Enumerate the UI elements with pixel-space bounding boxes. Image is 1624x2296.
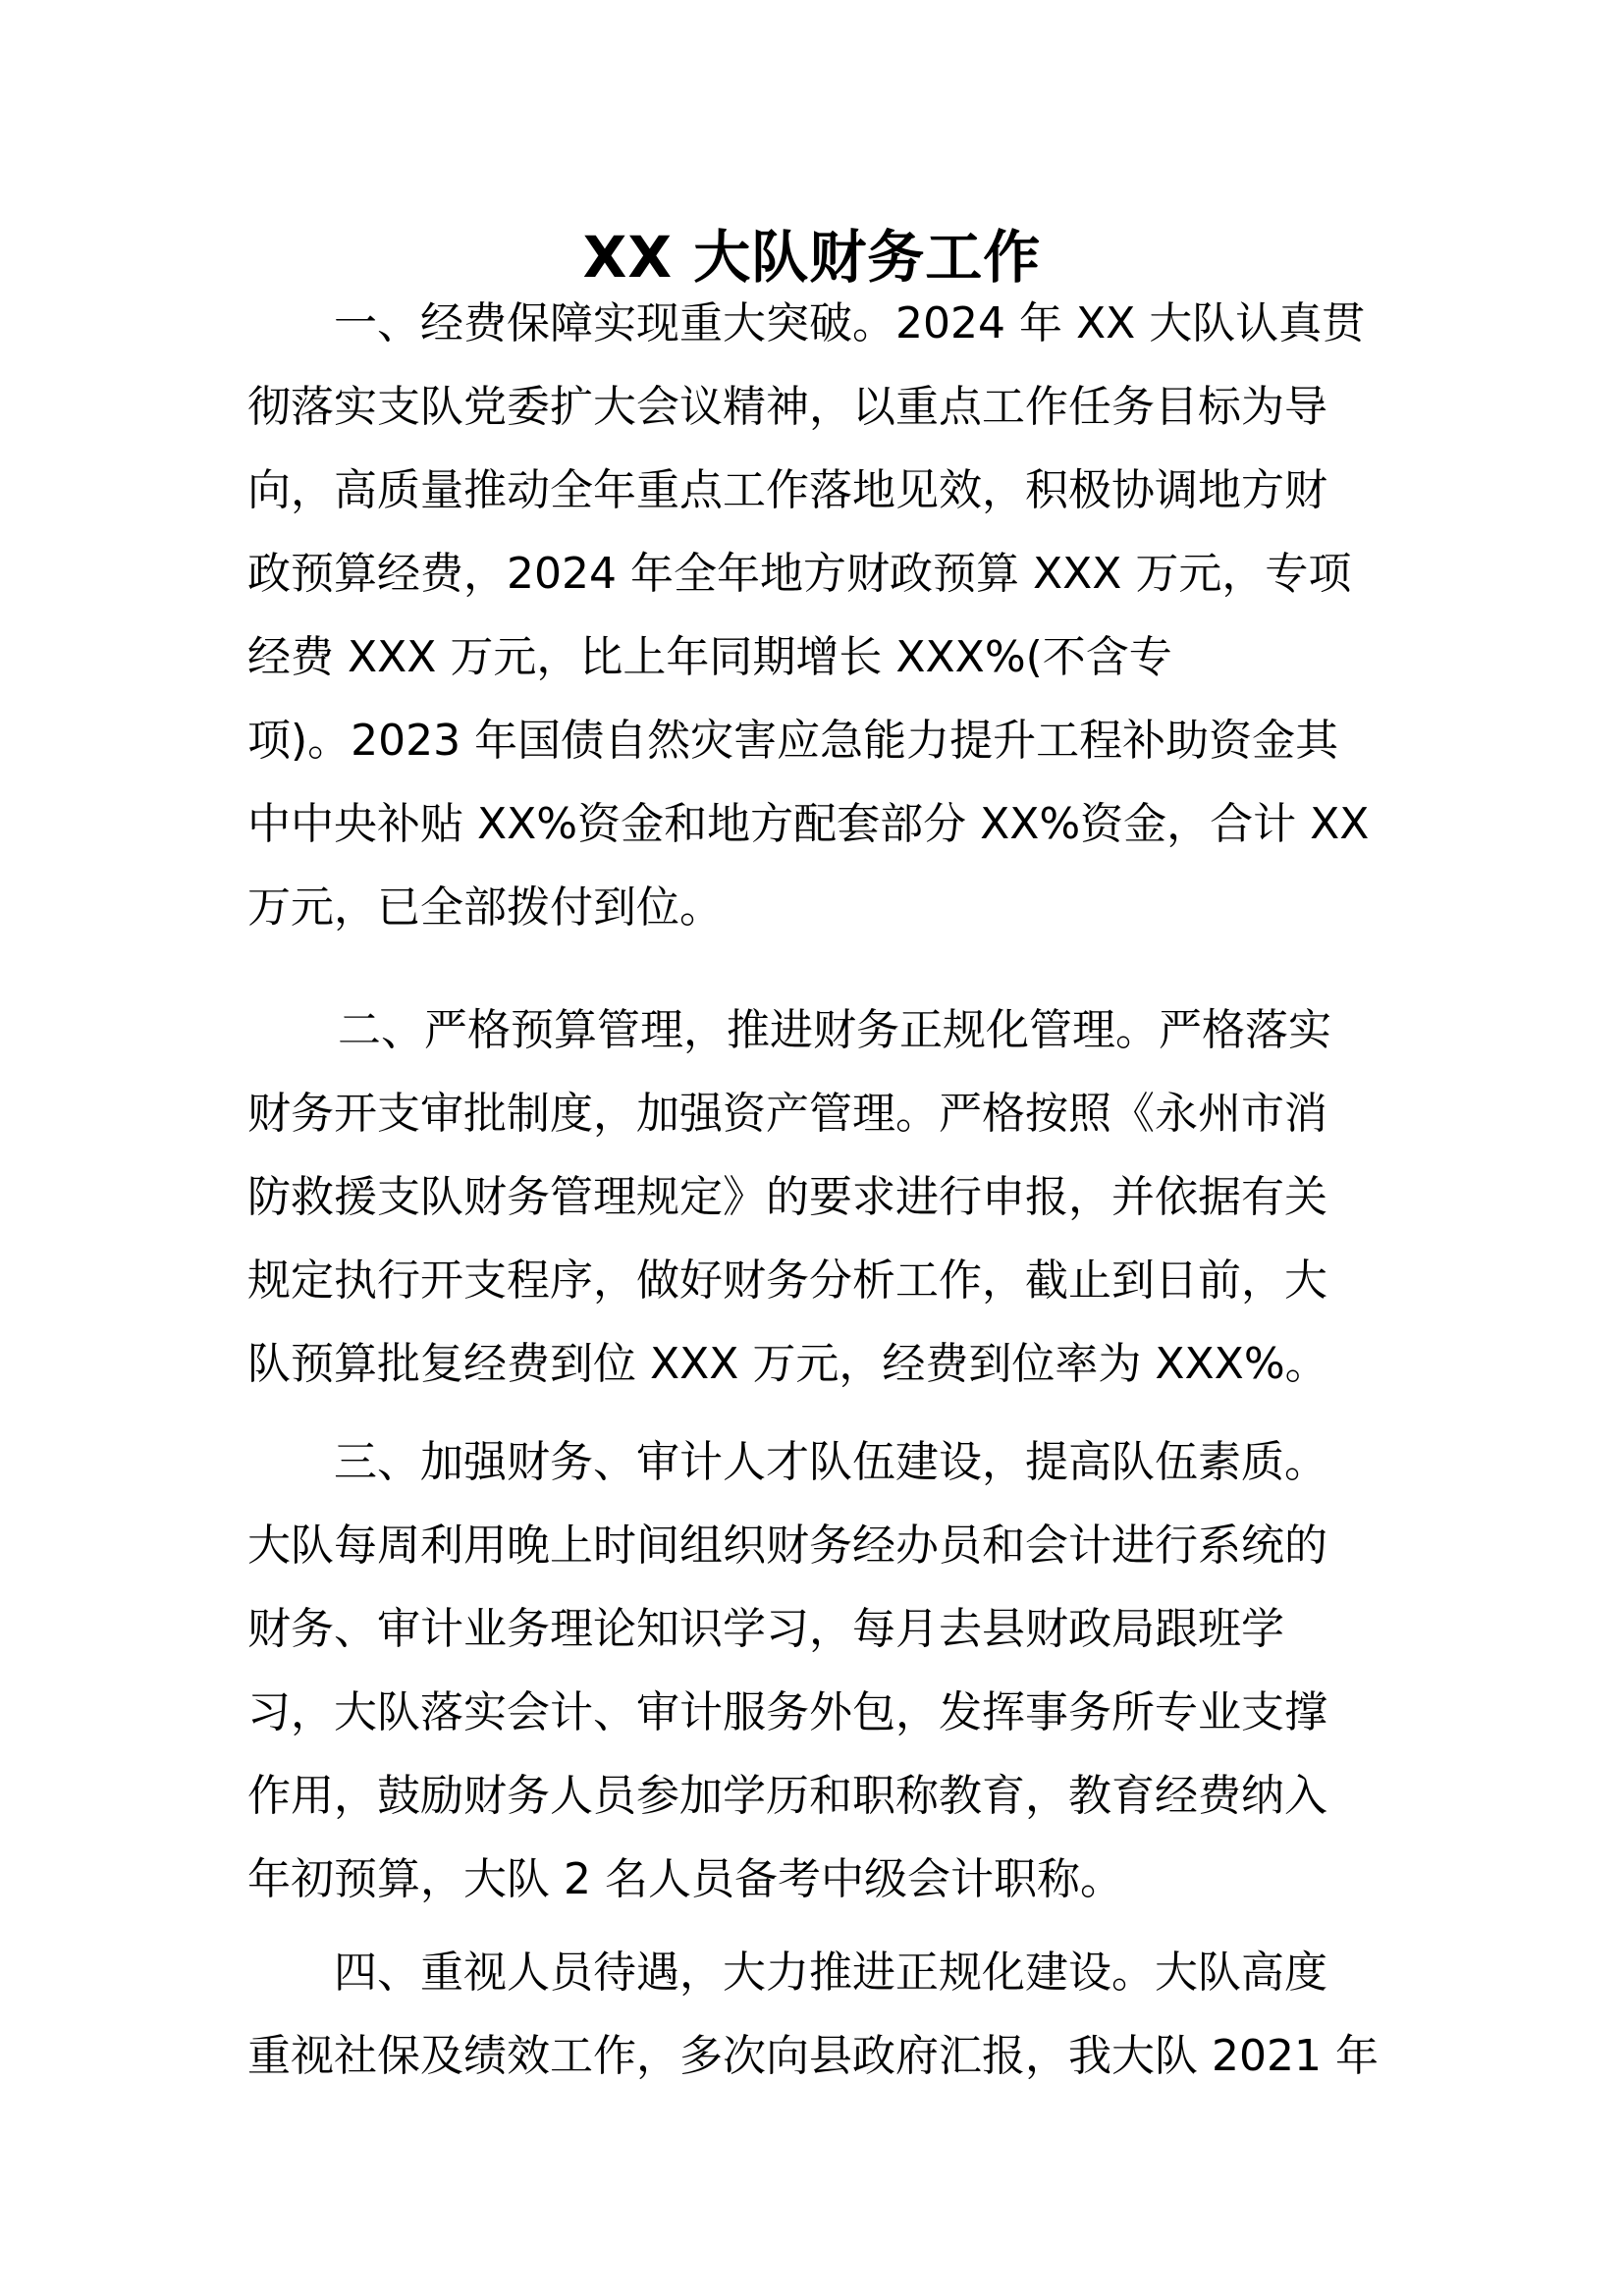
paragraph-2-line-1: 二、严格预算管理，推进财务正规化管理。严格落实 — [338, 1005, 1331, 1055]
paragraph-2-line-4: 规定执行开支程序，做好财务分析工作，截止到日前，大 — [247, 1255, 1327, 1306]
paragraph-3-line-4: 习，大队落实会计、审计服务外包，发挥事务所专业支撑 — [247, 1687, 1327, 1737]
paragraph-4-line-2: 重视社保及绩效工作，多次向县政府汇报，我大队 2021 年 — [247, 2031, 1379, 2081]
paragraph-3-line-6: 年初预算，大队 2 名人员备考中级会计职称。 — [247, 1854, 1123, 1904]
paragraph-2-line-3: 防救援支队财务管理规定》的要求进行申报，并依据有关 — [247, 1172, 1327, 1222]
paragraph-1-line-1: 一、经费保障实现重大突破。2024 年 XX 大队认真贯 — [334, 298, 1366, 348]
paragraph-4-line-1: 四、重视人员待遇，大力推进正规化建设。大队高度 — [334, 1948, 1327, 1998]
paragraph-1-line-2: 彻落实支队党委扩大会议精神，以重点工作任务目标为导 — [247, 382, 1327, 432]
paragraph-2-line-2: 财务开支审批制度，加强资产管理。严格按照《永州市消 — [247, 1089, 1327, 1139]
paragraph-1-line-8: 万元，已全部拨付到位。 — [247, 882, 723, 933]
paragraph-1-line-6: 项)。2023 年国债自然灾害应急能力提升工程补助资金其 — [247, 716, 1339, 766]
paragraph-3-line-3: 财务、审计业务理论知识学习，每月去县财政局跟班学 — [247, 1604, 1284, 1654]
paragraph-1-line-3: 向，高质量推动全年重点工作落地见效，积极协调地方财 — [247, 465, 1327, 515]
paragraph-1-line-7: 中中央补贴 XX%资金和地方配套部分 XX%资金，合计 XX — [247, 799, 1370, 849]
paragraph-3-line-5: 作用，鼓励财务人员参加学历和职称教育，教育经费纳入 — [247, 1771, 1327, 1821]
document-title: XX 大队财务工作 — [582, 224, 1042, 291]
paragraph-2-line-5: 队预算批复经费到位 XXX 万元，经费到位率为 XXX%。 — [247, 1339, 1328, 1389]
paragraph-1-line-4: 政预算经费，2024 年全年地方财政预算 XXX 万元，专项 — [247, 549, 1352, 599]
paragraph-3-line-1: 三、加强财务、审计人才队伍建设，提高队伍素质。 — [334, 1437, 1327, 1487]
paragraph-3-line-2: 大队每周利用晚上时间组织财务经办员和会计进行系统的 — [247, 1521, 1327, 1571]
paragraph-1-line-5: 经费 XXX 万元，比上年同期增长 XXX%(不含专 — [247, 632, 1172, 682]
